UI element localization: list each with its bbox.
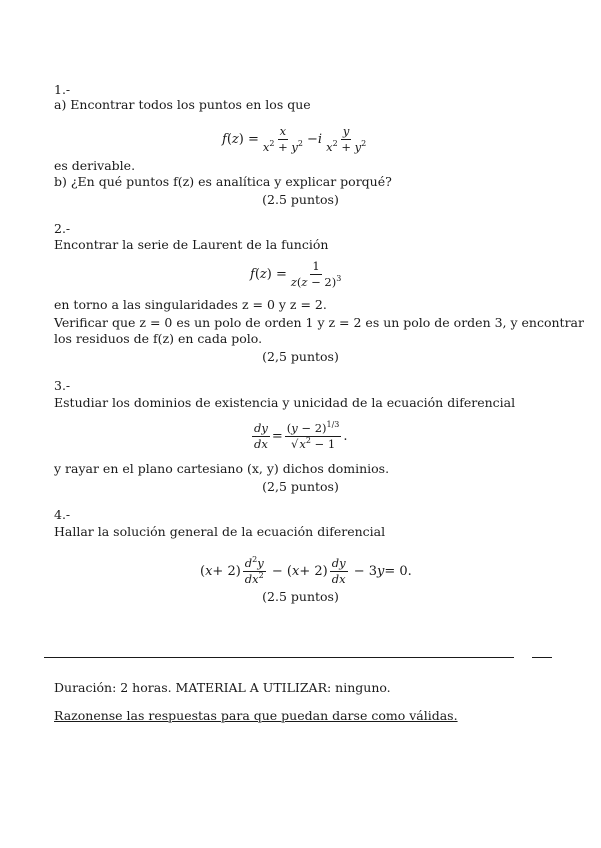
problem-1-number: 1.- [54,82,71,97]
problem-3-statement: Estudiar los dominios de existencia y unicidad de la ecuación diferencial [54,395,516,410]
problem-4-points: (2.5 puntos) [262,589,339,604]
problem-1-part-a: a) Encontrar todos los puntos en los que [54,97,311,112]
problem-4-number: 4.- [54,507,71,522]
problem-3-equation: $\frac{dy}{dx}$ = $\frac{(y - 2)^{1/3}}{√x^2 - 1}$ . [254,419,348,451]
problem-1-points: (2.5 puntos) [262,192,339,207]
problem-4-equation: ( x + 2) $\frac{d^2y}{dx^2}$ − ( x + 2) $\frac{dy}{dx}$ − 3 y = 0. [200,554,412,586]
problem-2-points: (2,5 puntos) [262,349,339,364]
footer-rule-short [532,657,552,658]
problem-2-verify-line-1: Verificar que z = 0 es un polo de orden 1 y z = 2 es un polo de orden 3, y encontrar [54,315,584,330]
footer-reasoning: Razonense las respuestas para que puedan darse como válidas. [54,708,458,723]
problem-3-number: 3.- [54,378,71,393]
problem-2-around: en torno a las singularidades z = 0 y z = 2. [54,297,327,312]
problem-3-shade: y rayar en el plano cartesiano (x, y) dichos dominios. [54,461,390,476]
problem-1-part-b: b) ¿En qué puntos f(z) es analítica y explicar porqué? [54,174,392,189]
problem-2-number: 2.- [54,221,71,236]
footer-rule [44,657,514,658]
problem-1-differentiable: es derivable. [54,158,136,173]
problem-2-equation: f ( z ) = $\frac{1}{z(z - 2)^3}$ [250,258,342,289]
problem-4-statement: Hallar la solución general de la ecuación diferencial [54,524,386,539]
problem-3-points: (2,5 puntos) [262,479,339,494]
problem-2-verify-line-2: los residuos de f(z) en cada polo. [54,331,263,346]
footer-duration: Duración: 2 horas. MATERIAL A UTILIZAR: ninguno. [54,680,391,695]
problem-2-statement: Encontrar la serie de Laurent de la función [54,237,329,252]
problem-1-equation: f ( z ) = $\frac{x}{x^2 + y^2}$ − i $\frac{y}{x^2 + y^2}$ [222,123,367,154]
